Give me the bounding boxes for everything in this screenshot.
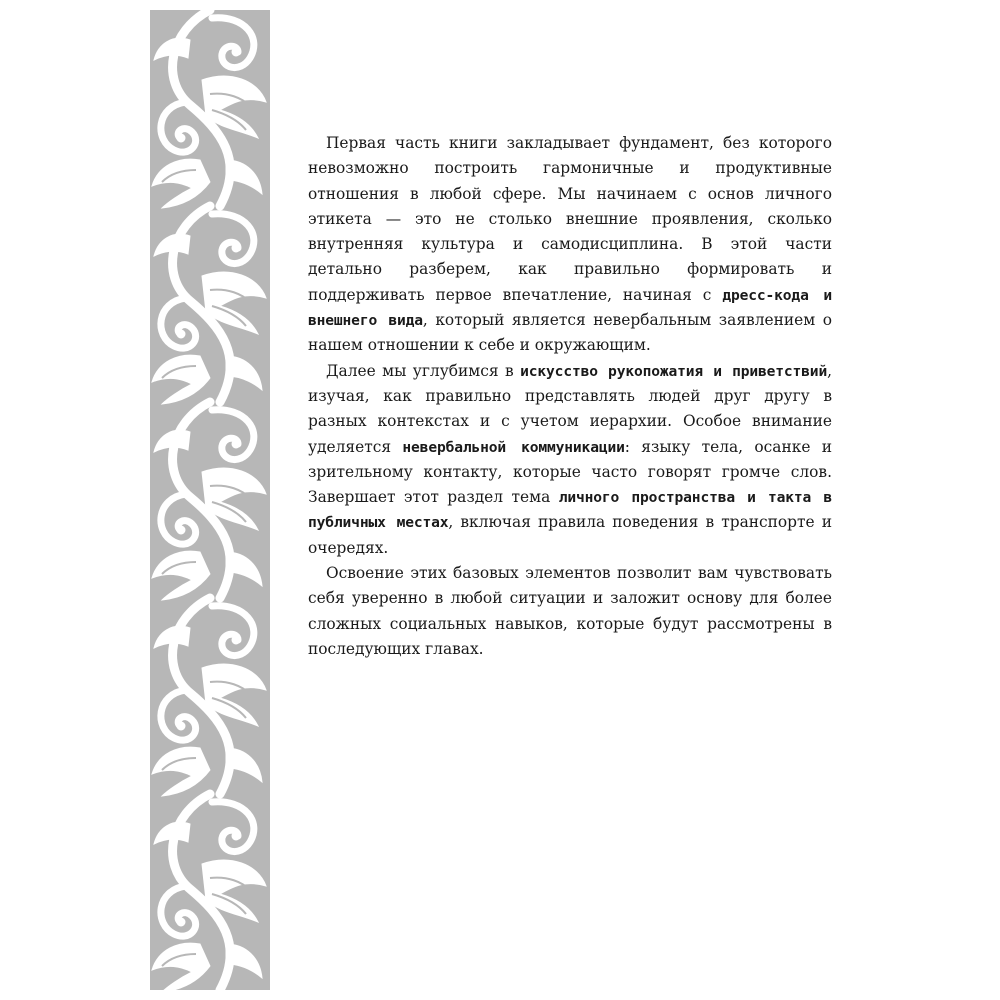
paragraph-3 xyxy=(308,561,832,662)
emphasis-text: личного пространства и такта в публичных местах xyxy=(308,489,832,532)
text-run: : языку тела, осанке и зрительному контакту, которые часто говорят громче слов. Завершает этот раздел тема xyxy=(308,437,833,507)
baroque-acanthus-scroll-icon xyxy=(150,10,270,990)
text-run: Освоение этих базовых элементов позволит вам чувствовать себя уверенно в любой ситуации и заложит основу для более сложных социальных навыков, которые будут рассмотрены в последующих главах. xyxy=(308,564,832,658)
text-run: Далее мы углубимся в xyxy=(326,361,521,380)
text-run: , который является невербальным заявлением о нашем отношении к себе и окружающим. xyxy=(308,311,832,355)
decorative-border xyxy=(150,10,270,990)
paragraph-1 xyxy=(308,131,832,359)
paragraph-2 xyxy=(308,359,832,561)
emphasis-text: невербальной коммуникации xyxy=(402,438,625,456)
emphasis-text: искусство рукопожатия и приветствий xyxy=(520,362,828,380)
emphasis-text: дресс-кода и внешнего вида xyxy=(308,286,832,330)
text-run: , включая правила поведения в транспорте и очередях. xyxy=(308,513,832,557)
text-run: , изучая, как правильно представлять людей друг другу в разных контекстах и с учетом иерархии. Особое внимание уделяется xyxy=(308,361,832,456)
text-run: Первая часть книги закладывает фундамент, без которого невозможно построить гармоничные и продуктивные отношения в любой сфере. Мы начинаем с основ личного этикета — это не столько внешние проявления, сколько внутренняя культура и самодисциплина. В этой части детально разберем, как правильно формировать и поддерживать первое впечатление, начиная с xyxy=(308,134,832,304)
body-text xyxy=(308,131,832,662)
